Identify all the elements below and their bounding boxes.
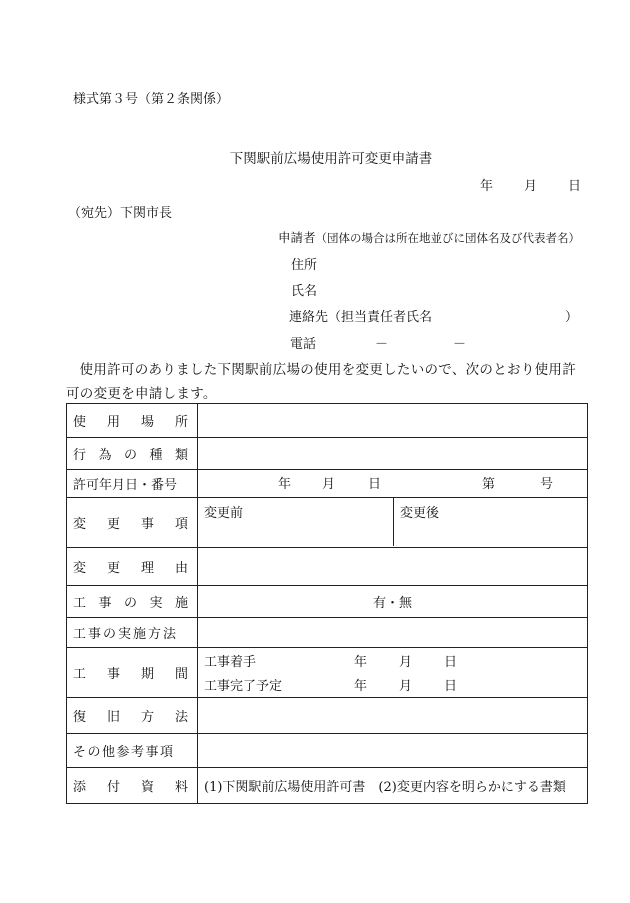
label-char: 所	[174, 415, 188, 430]
row-construction-method	[67, 618, 588, 648]
label-char: 理	[140, 561, 154, 576]
application-table	[66, 403, 588, 804]
label-char: 更	[106, 517, 120, 532]
label-char: 法	[174, 710, 188, 725]
label-char: 種	[149, 448, 163, 463]
after-field[interactable]	[394, 498, 445, 546]
label-char: 事	[106, 667, 120, 682]
restore-field[interactable]	[198, 698, 588, 734]
row-attachments	[67, 768, 588, 804]
label-construction-period	[67, 648, 198, 698]
label-char: 旧	[106, 710, 120, 725]
construction-method-field[interactable]	[198, 618, 588, 648]
phone-label: 電話	[290, 337, 317, 352]
label-char: 事	[140, 517, 154, 532]
row-other	[67, 734, 588, 768]
label-restore	[67, 698, 198, 734]
label-char: 為	[98, 448, 112, 463]
row-restore	[67, 698, 588, 734]
label-change-items	[67, 498, 198, 548]
body-text: 使用許可のありました下関駅前広場の使用を変更したいので、次のとおり使用許可の変更を申請します。	[66, 362, 577, 402]
before-label: 変更前	[204, 506, 244, 521]
label-char: 類	[174, 448, 188, 463]
label-char: 場	[140, 415, 154, 430]
label-char: 事	[98, 596, 112, 611]
after-label: 変更後	[400, 506, 440, 521]
label-char: 変	[73, 561, 87, 576]
label-char: 使	[73, 415, 87, 430]
label-place	[67, 404, 198, 438]
label-char: 行	[73, 448, 87, 463]
change-items-field	[198, 498, 588, 548]
row-activity	[67, 438, 588, 470]
end-day: 日	[444, 679, 458, 694]
label-char: 料	[174, 780, 188, 795]
permit-dai-label: 第	[482, 476, 496, 492]
label-construction	[67, 586, 198, 618]
label-char: 資	[140, 780, 154, 795]
row-change-reason	[67, 548, 588, 586]
label-char: 用	[106, 415, 120, 430]
start-year: 年	[354, 655, 368, 670]
label-char: の	[123, 596, 137, 611]
label-char: 由	[174, 561, 188, 576]
end-row	[198, 673, 587, 697]
label-char: 添	[73, 780, 87, 795]
end-month: 月	[399, 679, 413, 694]
label-char: 更	[106, 561, 120, 576]
label-char: 工	[73, 596, 87, 611]
label-char: 間	[174, 667, 188, 682]
date-day-label: 日	[568, 179, 582, 194]
label-permit-date-number: 許可年月日・番号	[67, 470, 198, 498]
permit-date-number-field[interactable]	[198, 470, 588, 498]
label-char: の	[123, 448, 137, 463]
applicant-note: （団体の場合は所在地並びに団体名及び代表者名）	[315, 231, 581, 245]
label-char: 項	[174, 517, 188, 532]
contact-label: 連絡先（担当責任者氏名	[289, 310, 433, 325]
label-other: その他参考事項	[67, 734, 198, 768]
label-char: 復	[73, 710, 87, 725]
address-label: 住所	[291, 258, 318, 273]
row-change-items	[67, 498, 588, 548]
form-number: 様式第３号（第２条関係）	[73, 92, 230, 107]
construction-yes-no[interactable]: 有・無	[198, 586, 588, 618]
label-activity	[67, 438, 198, 470]
permit-year-label: 年	[278, 476, 292, 492]
label-char: 実	[149, 596, 163, 611]
permit-day-label: 日	[368, 476, 382, 492]
date-month-label: 月	[524, 179, 538, 194]
other-field[interactable]	[198, 734, 588, 768]
document-title: 下関駅前広場使用許可変更申請書	[229, 151, 433, 167]
label-char: 変	[73, 517, 87, 532]
start-row	[198, 649, 587, 673]
attachments-field: (1)下関駅前広場使用許可書 (2)変更内容を明らかにする書類	[198, 768, 588, 804]
row-place	[67, 404, 588, 438]
start-day: 日	[444, 655, 458, 670]
label-char: 期	[140, 667, 154, 682]
label-char: 施	[174, 596, 188, 611]
end-label: 工事完了予定	[204, 679, 283, 694]
row-construction	[67, 586, 588, 618]
date-year-label: 年	[480, 179, 494, 194]
label-char: 工	[73, 667, 87, 682]
applicant-label: 申請者	[278, 230, 316, 245]
permit-month-label: 月	[322, 476, 336, 492]
end-year: 年	[354, 679, 368, 694]
label-char: 付	[106, 780, 120, 795]
name-label: 氏名	[291, 284, 318, 299]
label-construction-method: 工事の実施方法	[67, 618, 198, 648]
start-month: 月	[399, 655, 413, 670]
start-label: 工事着手	[204, 655, 257, 670]
row-construction-period	[67, 648, 588, 698]
contact-close-paren: ）	[565, 310, 579, 325]
label-change-reason	[67, 548, 198, 586]
phone-dash-1: －	[375, 337, 389, 352]
label-char: 方	[140, 710, 154, 725]
activity-field[interactable]	[198, 438, 588, 470]
row-permit	[67, 470, 588, 498]
change-reason-field[interactable]	[198, 548, 588, 586]
permit-go-label: 号	[540, 476, 554, 492]
addressee: （宛先）下関市長	[68, 206, 173, 221]
applicant-heading	[278, 232, 580, 245]
construction-period-field[interactable]	[198, 648, 588, 698]
label-attachments	[67, 768, 198, 804]
phone-dash-2: －	[453, 337, 467, 352]
before-field[interactable]	[198, 498, 394, 546]
place-field[interactable]	[198, 404, 588, 438]
